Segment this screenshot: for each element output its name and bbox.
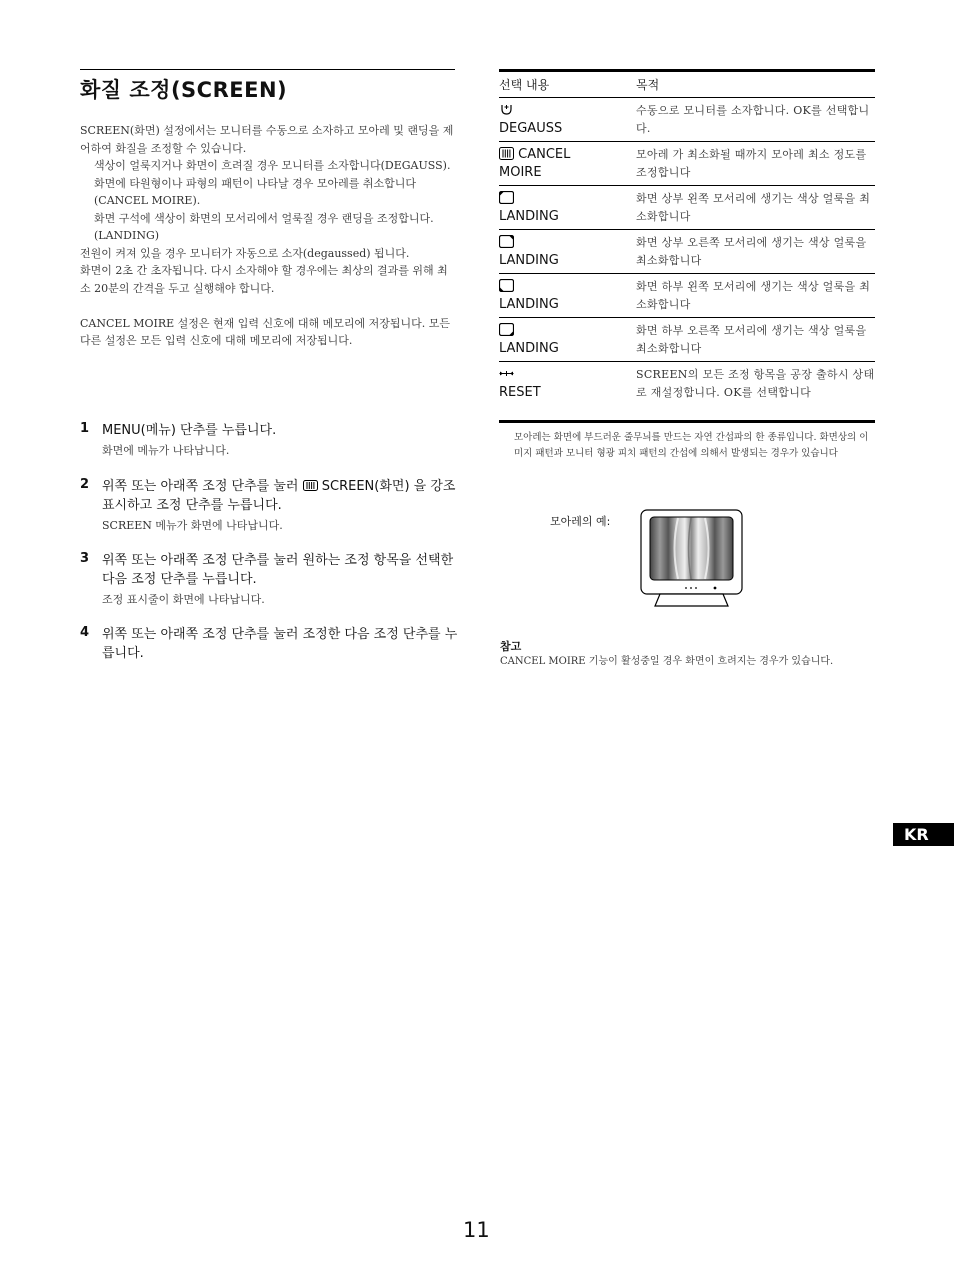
row-purpose: 수동으로 모니터를 소자합니다. OK를 선택합니다. (636, 104, 870, 135)
intro-memory-note: CANCEL MOIRE 설정은 현재 입력 신호에 대해 메모리에 저장됩니다. 모든 다른 설정은 모든 입력 신호에 대해 메모리에 저장됩니다. (80, 316, 451, 347)
header-purpose: 목적 (636, 78, 660, 92)
row-purpose: 모아레 가 최소화될 때까지 모아레 최소 정도를 조정합니다 (636, 148, 867, 179)
step-instruction: 위쪽 또는 아래쪽 조정 단추를 눌러 원하는 조정 항목을 선택한 다음 조정 단추를 누릅니다. (102, 553, 454, 587)
intro-degauss-interval: 화면이 2초 간 초자됩니다. 다시 소자해야 할 경우에는 최상의 결과를 위해 최소 20분의 간격을 두고 실행해야 합니다. (80, 264, 448, 295)
step-number: 3 (80, 551, 90, 566)
table-row (499, 362, 875, 423)
step-1 (80, 421, 460, 460)
step-number: 1 (80, 421, 90, 436)
moire-definition: 모아레는 화면에 부드러운 줄무늬를 만드는 자연 간섭파의 한 종류입니다. 화면상의 이미지 패턴과 모니터 형광 피치 패턴의 간섭에 의해서 발생되는 경우가 있습니다 (514, 432, 869, 459)
note-body: CANCEL MOIRE 기능이 활성중일 경우 화면이 흐려지는 경우가 있습니다. (500, 656, 834, 667)
page-number: 11 (463, 1218, 490, 1242)
step-instruction: 위쪽 또는 아래쪽 조정 단추를 눌러 조정한 다음 조정 단추를 누릅니다. (102, 627, 458, 661)
monitor-moire-illustration (638, 508, 745, 610)
table-header (499, 72, 875, 98)
intro-bullet-landing: 화면 구석에 색상이 화면의 모서리에서 얼룩질 경우 랜딩을 조정합니다.(LANDING) (94, 211, 434, 242)
row-label: DEGAUSS (499, 121, 563, 136)
step-result: 화면에 메뉴가 나타납니다. (102, 444, 230, 457)
intro-text (80, 122, 456, 350)
screen-menu-icon (303, 480, 318, 491)
step-number: 2 (80, 477, 90, 492)
row-label: RESET (499, 385, 541, 400)
title-rule (80, 69, 455, 70)
step-instruction: MENU(메뉴) 단추를 누릅니다. (102, 423, 277, 438)
row-purpose: 화면 상부 왼쪽 모서리에 생기는 색상 얼룩을 최소화합니다 (636, 192, 871, 223)
step-result: SCREEN 메뉴가 화면에 나타납니다. (102, 519, 283, 532)
row-label: CANCEL (518, 147, 571, 162)
cancel-moire-icon (499, 147, 514, 160)
row-purpose: 화면 하부 왼쪽 모서리에 생기는 색상 얼룩을 최소화합니다 (636, 280, 871, 311)
intro-bullet-cancel-moire: 화면에 타원형이나 파형의 패턴이 나타날 경우 모아레를 취소합니다(CANCEL MOIRE). (94, 176, 417, 207)
landing-top-left-icon (499, 191, 514, 204)
row-label: MOIRE (499, 165, 542, 180)
step-instruction-part: SCREEN(화면) 을 강조 표시하고 조정 단추를 누릅니다. (102, 479, 456, 513)
intro-paragraph: SCREEN(화면) 설정에서는 모니터를 수동으로 소자하고 모아레 및 랜딩을 제어하여 화질을 조정할 수 있습니다. (80, 124, 454, 155)
screen-options-table (499, 69, 875, 423)
page-title: 화질 조정(SCREEN) (80, 78, 288, 102)
row-purpose: SCREEN의 모든 조정 항목을 공장 출하시 상태로 재설정합니다. OK를 선택합니다 (636, 368, 875, 399)
header-selection: 선택 내용 (499, 78, 550, 92)
landing-top-right-icon (499, 235, 514, 248)
table-row (499, 98, 875, 142)
degauss-icon (499, 103, 514, 116)
landing-bottom-right-icon (499, 323, 514, 336)
reset-icon (499, 367, 514, 380)
row-label: LANDING (499, 209, 559, 224)
table-row (499, 230, 875, 274)
step-3 (80, 551, 460, 609)
row-label: LANDING (499, 297, 559, 312)
step-4 (80, 625, 460, 663)
table-row (499, 274, 875, 318)
intro-bullet-degauss: 색상이 얼룩지거나 화면이 흐려질 경우 모니터를 소자합니다(DEGAUSS). (94, 159, 451, 172)
landing-bottom-left-icon (499, 279, 514, 292)
row-purpose: 화면 하부 오른쪽 모서리에 생기는 색상 얼룩을 최소화합니다 (636, 324, 867, 355)
row-label: LANDING (499, 253, 559, 268)
note-title: 참고 (500, 640, 522, 653)
table-row (499, 186, 875, 230)
language-tab: KR (893, 823, 954, 846)
moire-example-label: 모아레의 예: (550, 515, 611, 528)
intro-auto-degauss: 전원이 켜져 있을 경우 모니터가 자동으로 소자(degaussed) 됩니다. (80, 246, 410, 260)
step-2 (80, 477, 460, 535)
row-purpose: 화면 상부 오른쪽 모서리에 생기는 색상 얼룩을 최소화합니다 (636, 236, 867, 267)
table-row (499, 142, 875, 186)
step-instruction-part: 위쪽 또는 아래쪽 조정 단추를 눌러 (102, 479, 299, 494)
step-result: 조정 표시줄이 화면에 나타납니다. (102, 593, 265, 606)
row-label: LANDING (499, 341, 559, 356)
table-row (499, 318, 875, 362)
step-instruction (102, 477, 460, 515)
step-number: 4 (80, 625, 90, 640)
